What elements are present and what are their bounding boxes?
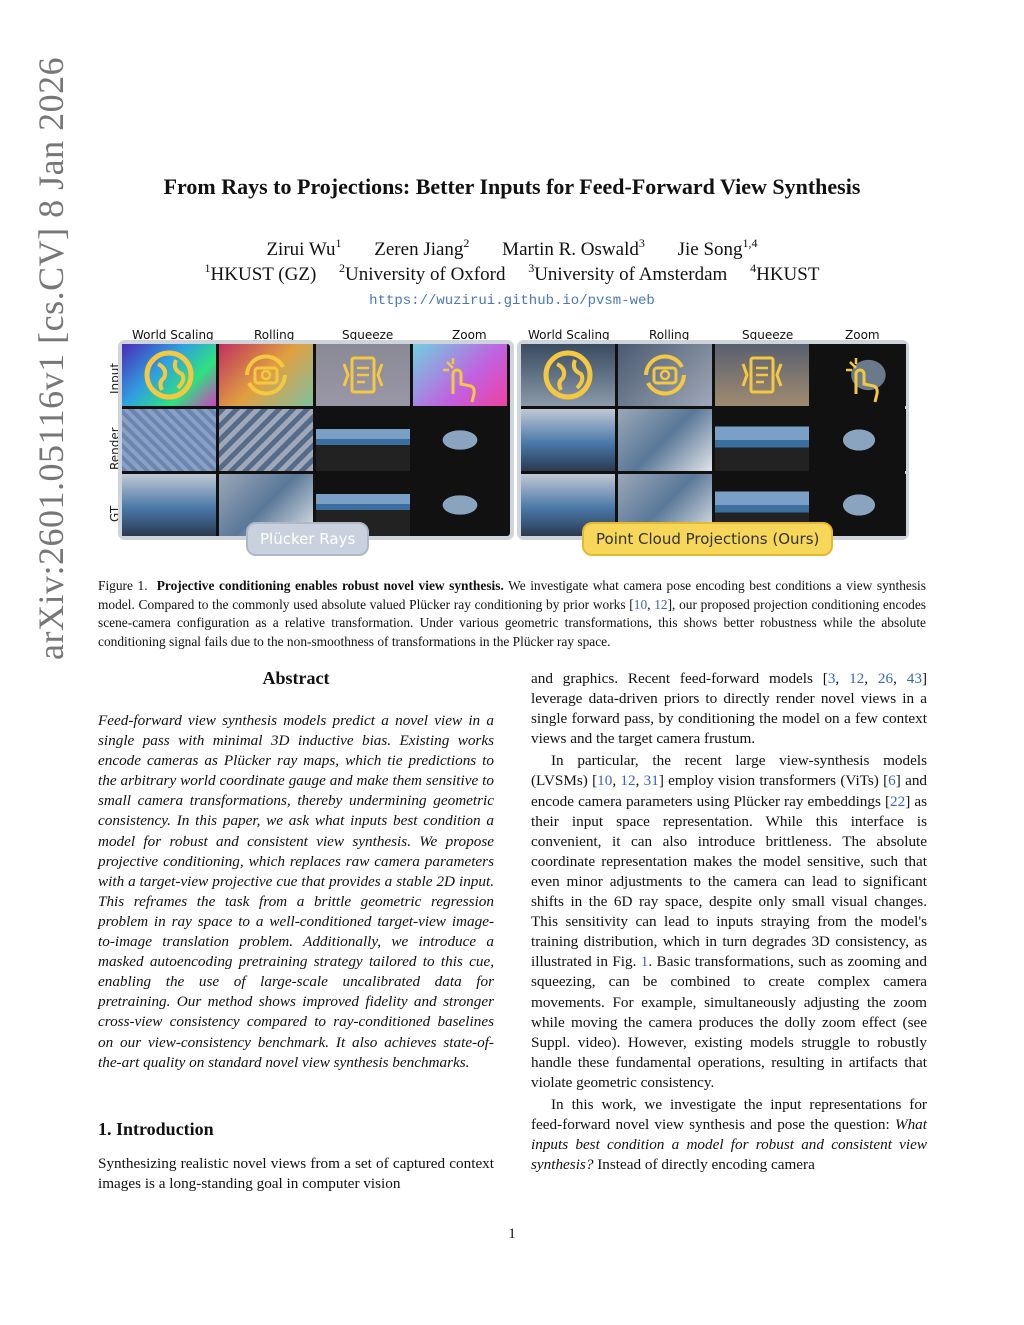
citation-link[interactable]: 3 — [827, 670, 836, 687]
citation-link[interactable]: 12 — [654, 596, 668, 612]
globe-icon — [122, 344, 216, 406]
rotate-camera-icon — [618, 344, 712, 406]
input-squeeze-ours — [715, 344, 809, 406]
col-header-world-scaling-left: World Scaling — [132, 328, 214, 342]
citation-link[interactable]: 12 — [849, 670, 865, 687]
pinch-zoom-icon — [413, 344, 507, 406]
plucker-panel — [122, 344, 510, 536]
col-header-rolling-left: Rolling — [254, 328, 295, 342]
squeeze-icon — [715, 344, 809, 406]
pinch-zoom-icon — [812, 344, 906, 406]
input-world-scaling-plucker — [122, 344, 216, 406]
figure-1 — [108, 326, 922, 558]
projection-panel — [521, 344, 905, 536]
input-squeeze-plucker — [316, 344, 410, 406]
row-label-gt: GT — [108, 505, 122, 522]
citation-link[interactable]: 26 — [877, 670, 894, 687]
point-cloud-projections-label: Point Cloud Projections (Ours) — [582, 522, 833, 556]
right-column-text: and graphics. Recent feed-forward models [3, 12, 26, 43] leverage data-driven priors to directly render novel views in a single forward pass, by conditioning the model on a few context views and the target camera frustum. In particular, the recent large view-synthesis models (LVSMs) [10, 12, 31] employ vision transformers (ViTs) [6] and encode camera parameters using Plücker ray embeddings [22] as their input space representation. While this interface is convenient, it can also introduce brittleness. The absolute coordinate representation makes the model sensitive, such that even minor adjustments to the camera can lead to significant shifts in the 6D ray space, despite only small visual changes. This sensitivity can lead to inputs straying from the model's training distribution, which in turn degrades 3D consistency, as illustrated in Fig. 1. Basic transformations, such as zooming and squeezing, can be combined to create complex camera movements. For example, simultaneously adjusting the zoom while moving the camera produces the dolly zoom effect (see Suppl. video). However, existing models struggle to robustly handle these fundamental operations, resulting in artifacts that violate geometric consistency. In this work, we investigate the input representations for feed-forward novel view synthesis and pose the question: What inputs best condition a model for robust and consistent view synthesis? Instead of directly encoding camera — [531, 670, 928, 1174]
gt-world-scaling-plucker — [122, 474, 216, 536]
citation-link[interactable]: 22 — [890, 792, 906, 810]
arxiv-sidebar: arXiv:2601.05116v1 [cs.CV] 8 Jan 2026 — [31, 56, 71, 660]
col-header-rolling-right: Rolling — [649, 328, 690, 342]
caption-label: Figure 1. — [98, 578, 148, 593]
globe-icon — [521, 344, 615, 406]
col-header-squeeze-left: Squeeze — [342, 328, 394, 342]
col-header-zoom-left: Zoom — [452, 328, 487, 342]
input-zoom-ours — [812, 344, 906, 406]
figure-link[interactable]: 1 — [640, 953, 649, 971]
input-rolling-ours — [618, 344, 712, 406]
gt-zoom-plucker — [413, 474, 507, 536]
caption-bold: Projective conditioning enables robust novel view synthesis. — [156, 578, 504, 593]
render-squeeze-ours — [715, 409, 809, 471]
citation-link[interactable]: 6 — [888, 772, 896, 790]
affiliation-2: $^2$University of Oxford — [339, 261, 506, 285]
affiliation-3: $^3$University of Amsterdam — [528, 261, 728, 285]
citation-link[interactable]: 12 — [620, 772, 636, 790]
author-1: Zirui Wu$^1$ — [266, 236, 342, 260]
col-header-zoom-right: Zoom — [845, 328, 880, 342]
col-header-world-scaling-right: World Scaling — [528, 328, 610, 342]
render-world-scaling-plucker — [122, 409, 216, 471]
render-world-scaling-ours — [521, 409, 615, 471]
author-2: Zeren Jiang$^2$ — [374, 236, 470, 260]
render-rolling-plucker — [219, 409, 313, 471]
col-header-squeeze-right: Squeeze — [742, 328, 794, 342]
affiliation-1: $^1$HKUST (GZ) — [204, 261, 317, 285]
citation-link[interactable]: 43 — [906, 670, 922, 687]
citation-link[interactable]: 10 — [633, 596, 648, 612]
render-zoom-ours — [812, 409, 906, 471]
citation-link[interactable]: 31 — [643, 772, 659, 790]
rotate-camera-icon — [219, 344, 313, 406]
plucker-rays-label: Plücker Rays — [246, 522, 369, 556]
input-zoom-plucker — [413, 344, 507, 406]
affiliation-4: $^4$HKUST — [750, 261, 820, 285]
squeeze-icon — [316, 344, 410, 406]
introduction-heading: 1. Introduction — [98, 1119, 214, 1139]
render-zoom-plucker — [413, 409, 507, 471]
render-squeeze-plucker — [316, 409, 410, 471]
abstract-text: Feed-forward view synthesis models predict a novel view in a single pass with minimal 3D inductive bias. Existing works encode cameras as Plücker ray maps, which tie predictions to the arbitrary world coordinate gauge and make them sensitive to small camera transformations, thereby undermining geometric consistency. In this paper, we ask what inputs best condition a model for robust and consistent view synthesis. We propose projective conditioning, which replaces raw camera parameters with a target-view projective cue that provides a stable 2D input. This reframes the task from a brittle geometric regression problem in ray space to a well-conditioned target-view image-to-image translation problem. Additionally, we introduce a masked autoencoding pretraining strategy tailored to this cue, enabling the use of large-scale uncalibrated data for pretraining. Our method shows improved fidelity and stronger cross-view consistency compared to ray-conditioned baselines on our view-consistency benchmark. It also achieves state-of-the-art quality on standard novel view synthesis benchmarks. — [98, 712, 494, 1071]
author-4: Jie Song$^{1,4}$ — [677, 236, 758, 260]
project-url[interactable]: https://wuzirui.github.io/pvsm-web — [369, 293, 655, 309]
row-label-render: Render — [108, 427, 122, 470]
input-world-scaling-ours — [521, 344, 615, 406]
paper-title: From Rays to Projections: Better Inputs for Feed-Forward View Synthesis — [163, 174, 861, 199]
citation-link[interactable]: 10 — [597, 772, 613, 790]
figure-1-caption: Figure 1. Projective conditioning enables robust novel view synthesis. We investigate what camera pose encoding best conditions a view synthesis model. Compared to the commonly used absolute valued Plücker ray conditioning by prior works [10, 12], our proposed projection conditioning encodes scene-camera configuration as a relative transformation. Under various geometric transformations, this shows better robustness while the absolute conditioning signal fails due to the non-smoothness of transformations in the Plücker ray space. — [98, 578, 926, 649]
page-number: 1 — [508, 1226, 516, 1242]
input-rolling-plucker — [219, 344, 313, 406]
abstract-heading: Abstract — [262, 668, 330, 688]
affiliation-list — [0, 261, 1024, 286]
render-rolling-ours — [618, 409, 712, 471]
author-3: Martin R. Oswald$^3$ — [502, 236, 645, 260]
introduction-text: Synthesizing realistic novel views from a set of captured context images is a long-standing goal in computer vision — [98, 1155, 494, 1193]
row-label-input: Input — [108, 362, 122, 394]
author-list — [0, 236, 1024, 261]
